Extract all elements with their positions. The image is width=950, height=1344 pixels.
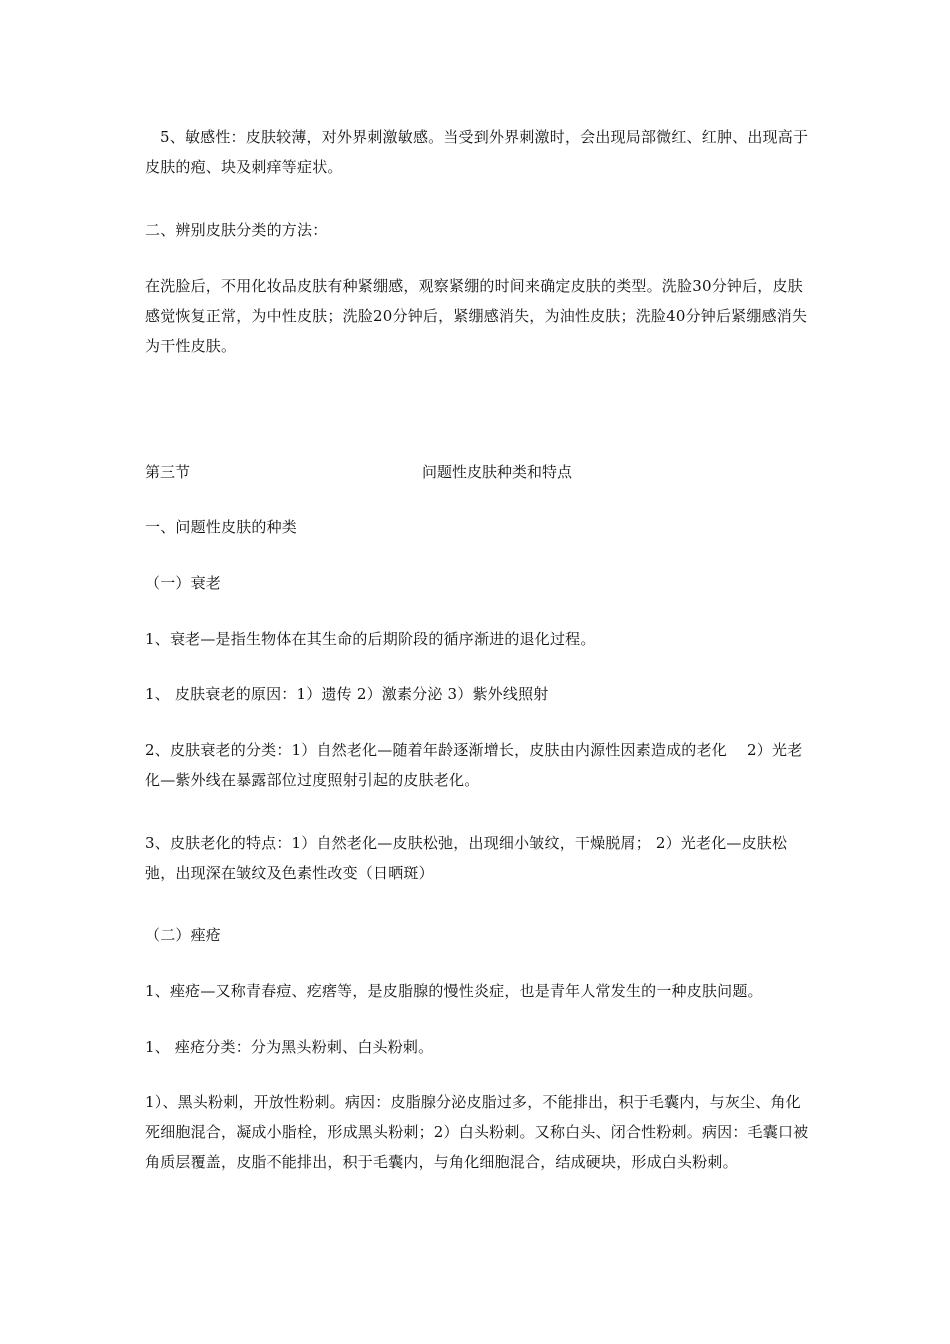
paragraph-acne-definition: 1、痤疮—又称青春痘、疙瘩等，是皮脂腺的慢性炎症，也是青年人常发生的一种皮肤问题。 (145, 982, 763, 1000)
paragraph-aging-definition: 1、衰老—是指生物体在其生命的后期阶段的循序渐进的退化过程。 (145, 630, 596, 648)
paragraph-sensitive-skin: 5、敏感性：皮肤较薄，对外界刺激敏感。当受到外界刺激时，会出现局部微红、红肿、出现高于皮肤的疱、块及刺痒等症状。 (145, 128, 809, 176)
paragraph-classification-method: 在洗脸后，不用化妆品皮肤有种紧绷感，观察紧绷的时间来确定皮肤的类型。洗脸30分钟后，皮肤感觉恢复正常，为中性皮肤；洗脸20分钟后，紧绷感消失，为油性皮肤；洗脸40分钟后紧绷感消失为干性皮肤。 (145, 277, 808, 355)
paragraph-acne-types-detail: 1）、黑头粉刺，开放性粉刺。病因：皮脂腺分泌皮脂过多，不能排出，积于毛囊内，与灰尘、角化死细胞混合，凝成小脂栓，形成黑头粉刺；2）白头粉刺。又称白头、闭合性粉刺。病因：毛囊口被角质层覆盖，皮脂不能排出，积于毛囊内，与角化细胞混合，结成硬块，形成白头粉刺。 (145, 1093, 809, 1171)
section-title: 问题性皮肤种类和特点 (422, 463, 573, 481)
subheading-aging: （一）衰老 (145, 574, 222, 592)
heading-skin-classification-method: 二、辨别皮肤分类的方法： (145, 221, 328, 239)
section-number: 第三节 (145, 463, 191, 481)
paragraph-aging-causes: 1、 皮肤衰老的原因：1）遗传 2）激素分泌 3）紫外线照射 (145, 685, 549, 703)
heading-problem-skin-types: 一、问题性皮肤的种类 (145, 518, 298, 536)
paragraph-aging-characteristics: 3、皮肤老化的特点：1）自然老化—皮肤松弛，出现细小皱纹，干燥脱屑； 2）光老化—皮肤松弛，出现深在皱纹及色素性改变（日晒斑） (145, 834, 788, 882)
subheading-acne: （二）痤疮 (145, 926, 222, 944)
paragraph-aging-classification: 2、皮肤衰老的分类：1）自然老化—随着年龄逐渐增长，皮肤由内源性因素造成的老化 2）光老化—紫外线在暴露部位过度照射引起的皮肤老化。 (145, 741, 803, 789)
paragraph-acne-classification: 1、 痤疮分类：分为黑头粉刺、白头粉刺。 (145, 1038, 434, 1056)
